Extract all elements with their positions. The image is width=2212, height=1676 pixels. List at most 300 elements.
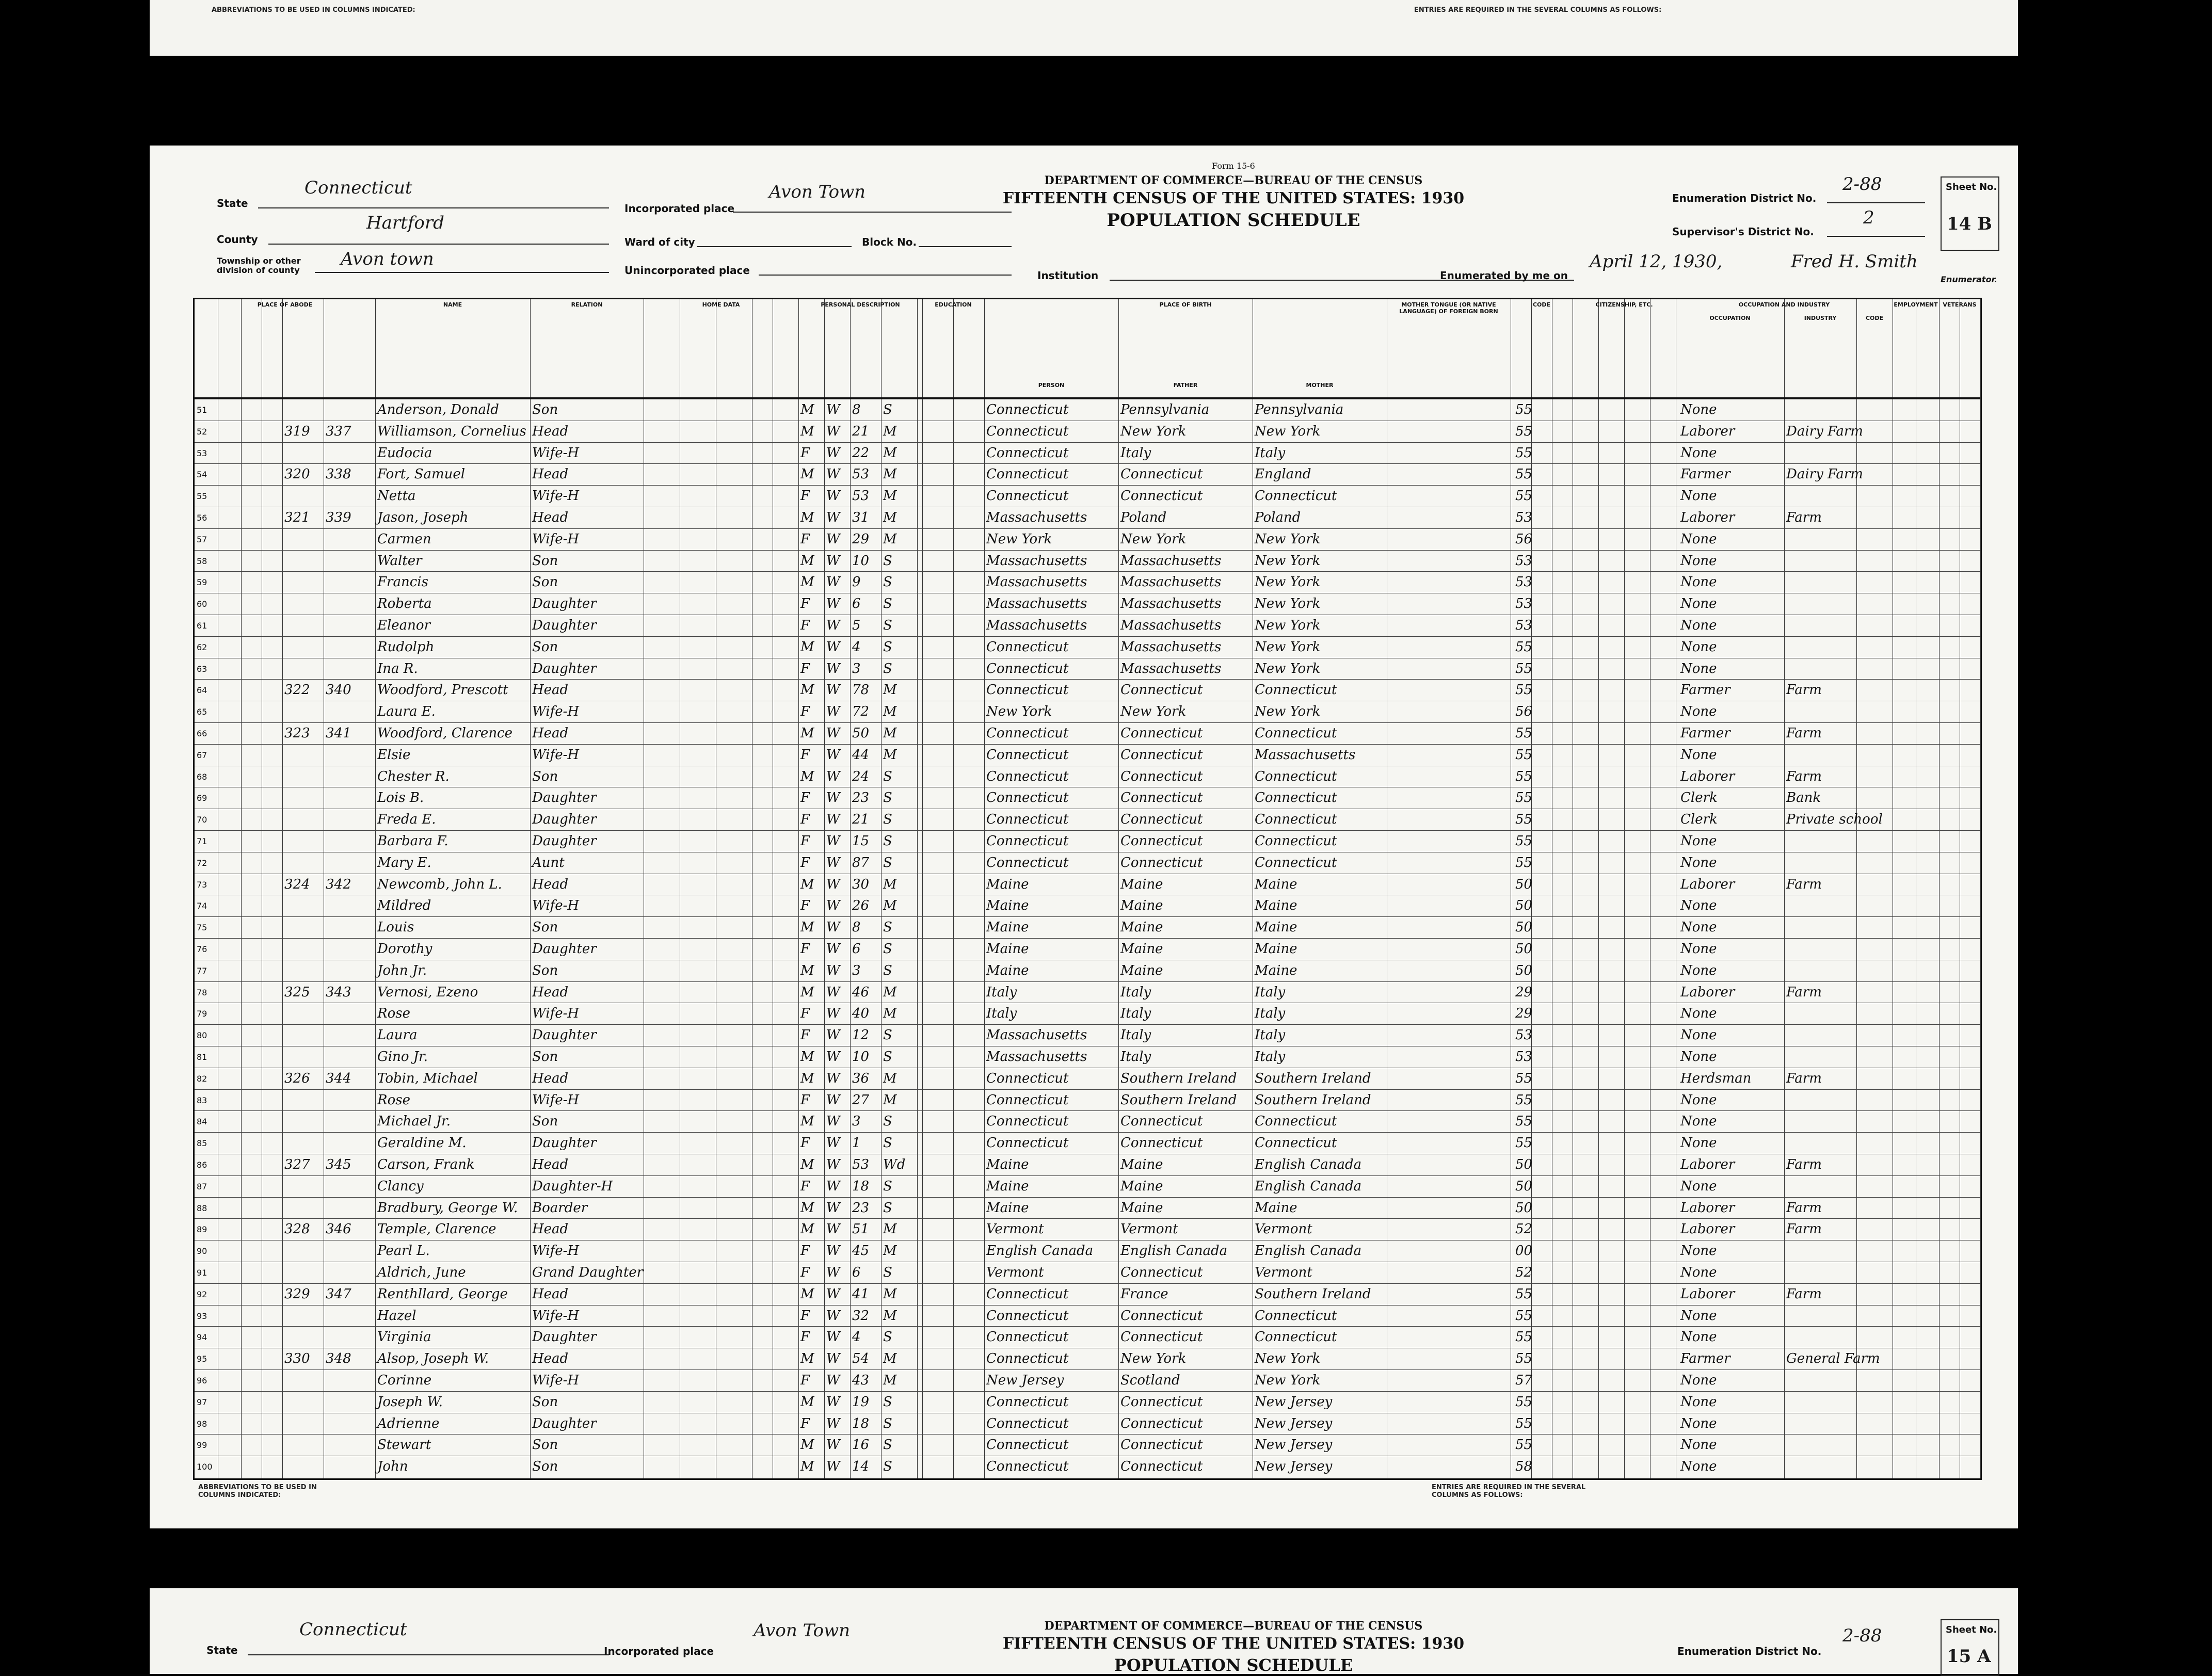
cell-race: W <box>826 1200 840 1216</box>
cell-code: 55 <box>1515 639 1533 655</box>
cell-race: W <box>826 1049 840 1065</box>
cell-mar: S <box>883 833 892 849</box>
cell-sex: F <box>800 1135 810 1151</box>
cell-race: W <box>826 639 840 655</box>
cell-dw <box>284 1133 323 1154</box>
cell-name: Aldrich, June <box>377 1265 466 1280</box>
cell-age: 36 <box>852 1070 870 1086</box>
cell-pb: Massachusetts <box>986 1049 1087 1065</box>
cell-ind <box>1786 939 1855 960</box>
cell-n: 84 <box>197 1117 207 1127</box>
cell-age: 45 <box>852 1243 870 1259</box>
cell-sex: M <box>800 423 814 439</box>
cell-rel: Head <box>532 423 569 439</box>
cell-name: Jason, Joseph <box>377 510 469 525</box>
cell-name: Woodford, Prescott <box>377 682 508 698</box>
table-row <box>195 787 1980 809</box>
cell-mb: Connecticut <box>1255 1308 1337 1324</box>
cell-fam: 338 <box>326 466 351 482</box>
cell-fb: English Canada <box>1120 1243 1228 1259</box>
group-place-of-abode: PLACE OF ABODE <box>257 301 313 308</box>
cell-mb: Connecticut <box>1255 1135 1337 1151</box>
cell-mar: S <box>883 1027 892 1043</box>
cell-rel: Son <box>532 574 558 590</box>
cell-rel: Daughter <box>532 812 597 828</box>
cell-race: W <box>826 1394 840 1410</box>
cell-occ: Laborer <box>1680 876 1735 892</box>
cell-pb: Connecticut <box>986 1308 1069 1324</box>
cell-sex: M <box>800 726 814 741</box>
cell-fam <box>326 787 369 809</box>
cell-code: 56 <box>1515 704 1533 720</box>
cell-mb: Connecticut <box>1255 790 1337 806</box>
cell-fb: Italy <box>1120 1027 1151 1043</box>
cell-race: W <box>826 790 840 806</box>
table-row <box>195 916 1980 939</box>
cell-age: 41 <box>852 1286 870 1302</box>
punch-hole <box>2036 1228 2059 1251</box>
cell-dw <box>284 551 323 572</box>
cell-code: 53 <box>1515 618 1533 633</box>
cell-dw <box>284 1046 323 1068</box>
cell-rel: Grand Daughter <box>532 1265 644 1280</box>
cell-mb: Southern Ireland <box>1255 1092 1371 1108</box>
table-row <box>195 1413 1980 1435</box>
cell-mar: S <box>883 920 892 936</box>
group-employment: EMPLOYMENT <box>1894 301 1938 308</box>
group-occupation: OCCUPATION AND INDUSTRY <box>1738 301 1830 308</box>
enumerated-label: Enumerated by me on <box>1440 269 1568 282</box>
cell-sex: F <box>800 1373 810 1388</box>
cell-code: 55 <box>1515 747 1533 763</box>
cell-name: Alsop, Joseph W. <box>377 1351 489 1367</box>
cell-fam: 344 <box>326 1070 351 1086</box>
cell-fb: Connecticut <box>1120 1459 1203 1475</box>
cell-occ: Laborer <box>1680 1157 1735 1172</box>
cell-code: 50 <box>1515 898 1533 914</box>
cell-occ: None <box>1680 660 1717 676</box>
cell-fam: 346 <box>326 1221 351 1237</box>
cell-fam <box>326 593 369 615</box>
cell-sex: M <box>800 1049 814 1065</box>
cell-name: Roberta <box>377 596 432 612</box>
cell-dw <box>284 593 323 615</box>
cell-code: 53 <box>1515 574 1533 590</box>
cell-occ: None <box>1680 1265 1717 1280</box>
cell-fb: France <box>1120 1286 1168 1302</box>
cell-race: W <box>826 855 840 871</box>
cell-name: Temple, Clarence <box>377 1221 496 1237</box>
cell-code: 53 <box>1515 1049 1533 1065</box>
cell-name: Bradbury, George W. <box>377 1200 518 1216</box>
cell-race: W <box>826 1221 840 1237</box>
cell-pb: Maine <box>986 1200 1029 1216</box>
cell-race: W <box>826 402 840 417</box>
cell-occ: None <box>1680 1329 1717 1345</box>
cell-mar: Wd <box>883 1157 906 1172</box>
cell-fb: Southern Ireland <box>1120 1092 1237 1108</box>
cell-rel: Wife-H <box>532 1373 580 1388</box>
cell-name: Chester R. <box>377 768 450 784</box>
cell-rel: Head <box>532 1221 569 1237</box>
cell-rel: Daughter <box>532 618 597 633</box>
cell-rel: Son <box>532 1049 558 1065</box>
cell-mar: S <box>883 1459 892 1475</box>
cell-dw <box>284 1111 323 1133</box>
table-row <box>195 830 1980 852</box>
punch-hole <box>2036 970 2059 993</box>
cell-n: 78 <box>197 987 207 997</box>
cell-fb: Pennsylvania <box>1120 402 1210 417</box>
cell-fb: Massachusetts <box>1120 574 1222 590</box>
cell-pb: Maine <box>986 1157 1029 1172</box>
cell-n: 100 <box>197 1462 213 1472</box>
cell-code: 55 <box>1515 1415 1533 1431</box>
table-row <box>195 636 1980 658</box>
cell-mar: M <box>883 682 897 698</box>
cell-age: 87 <box>852 855 870 871</box>
cell-fam <box>326 1090 369 1111</box>
cell-occ: None <box>1680 1394 1717 1410</box>
cell-code: 55 <box>1515 833 1533 849</box>
cell-fam: 339 <box>326 510 351 525</box>
cell-dw <box>284 1176 323 1198</box>
cell-sex: F <box>800 747 810 763</box>
cell-occ: None <box>1680 1135 1717 1151</box>
table-row <box>195 1218 1980 1240</box>
cell-occ: None <box>1680 1308 1717 1324</box>
cell-mar: S <box>883 596 892 612</box>
cell-ind <box>1786 615 1855 637</box>
cell-pb: Connecticut <box>986 1070 1069 1086</box>
cell-fam <box>326 551 369 572</box>
cell-occ: None <box>1680 1459 1717 1475</box>
census-title: FIFTEENTH CENSUS OF THE UNITED STATES: 1930 <box>1002 189 1465 207</box>
cell-dw <box>284 572 323 593</box>
cell-fb: Maine <box>1120 920 1163 936</box>
cell-code: 55 <box>1515 1070 1533 1086</box>
cell-pb: Maine <box>986 941 1029 957</box>
cell-mb: New York <box>1255 574 1321 590</box>
cell-ind: Farm <box>1786 984 1822 1000</box>
table-header <box>195 299 1980 399</box>
cell-name: Virginia <box>377 1329 431 1345</box>
cell-code: 53 <box>1515 553 1533 569</box>
cell-name: Stewart <box>377 1437 431 1453</box>
cell-dw <box>284 1435 323 1456</box>
cell-n: 75 <box>197 923 207 933</box>
cell-ind: Farm <box>1786 682 1822 698</box>
next-incorporated-label: Incorporated place <box>604 1645 714 1657</box>
cell-code: 50 <box>1515 962 1533 978</box>
cell-sex: F <box>800 596 810 612</box>
table-row <box>195 1175 1980 1198</box>
cell-age: 40 <box>852 1006 870 1022</box>
cell-fam <box>326 1262 369 1284</box>
cell-dw: 320 <box>284 466 310 482</box>
cell-mb: Maine <box>1255 876 1297 892</box>
cell-fam <box>326 1435 369 1456</box>
cell-n: 56 <box>197 513 207 523</box>
cell-fb: Maine <box>1120 898 1163 914</box>
cell-occ: None <box>1680 941 1717 957</box>
sheet-footer <box>193 1479 1979 1526</box>
cell-sex: M <box>800 682 814 698</box>
cell-fb: Vermont <box>1120 1221 1178 1237</box>
cell-dw: 325 <box>284 984 310 1000</box>
cell-sex: M <box>800 920 814 936</box>
incorporated-value: Avon Town <box>769 182 866 202</box>
cell-pb: Connecticut <box>986 639 1069 655</box>
table-row <box>195 895 1980 917</box>
cell-fam: 343 <box>326 984 351 1000</box>
cell-name: Carmen <box>377 531 431 547</box>
cell-ind <box>1786 1046 1855 1068</box>
cell-fam: 345 <box>326 1157 351 1172</box>
cell-ind: Private school <box>1786 812 1883 828</box>
cell-ind <box>1786 1327 1855 1348</box>
cell-fam <box>326 1392 369 1413</box>
cell-fb: Connecticut <box>1120 1265 1203 1280</box>
cell-fam: 348 <box>326 1351 351 1367</box>
cell-rel: Son <box>532 1114 558 1130</box>
cell-code: 50 <box>1515 1200 1533 1216</box>
cell-pb: Maine <box>986 1178 1029 1194</box>
table-row <box>195 1003 1980 1025</box>
cell-n: 96 <box>197 1376 207 1385</box>
cell-fb: New York <box>1120 1351 1187 1367</box>
punch-hole <box>2036 722 2059 745</box>
cell-n: 60 <box>197 599 207 609</box>
cell-sex: M <box>800 1157 814 1172</box>
cell-fam <box>326 1240 369 1262</box>
cell-occ: None <box>1680 855 1717 871</box>
cell-age: 23 <box>852 790 870 806</box>
cell-ind <box>1786 745 1855 766</box>
cell-mar: S <box>883 855 892 871</box>
cell-name: Dorothy <box>377 941 432 957</box>
cell-name: Anderson, Donald <box>377 402 499 417</box>
cell-mb: Italy <box>1255 1006 1286 1022</box>
cell-mar: S <box>883 768 892 784</box>
cell-rel: Head <box>532 984 569 1000</box>
cell-n: 81 <box>197 1052 207 1062</box>
cell-rel: Wife-H <box>532 488 580 504</box>
table-row <box>195 981 1980 1004</box>
cell-fam <box>326 1176 369 1198</box>
next-sheet-box <box>1941 1619 1999 1676</box>
cell-fb: Scotland <box>1120 1373 1180 1388</box>
cell-occ: None <box>1680 1437 1717 1453</box>
cell-occ: None <box>1680 1373 1717 1388</box>
sheet-number-box <box>1941 176 1999 251</box>
cell-ind: Dairy Farm <box>1786 466 1863 482</box>
cell-occ: Laborer <box>1680 984 1735 1000</box>
cell-mb: English Canada <box>1255 1243 1362 1259</box>
cell-n: 90 <box>197 1246 207 1256</box>
cell-mb: New York <box>1255 704 1321 720</box>
cell-race: W <box>826 1286 840 1302</box>
cell-code: 00 <box>1515 1243 1533 1259</box>
cell-fb: Southern Ireland <box>1120 1070 1237 1086</box>
cell-fam <box>326 809 369 831</box>
cell-age: 6 <box>852 596 861 612</box>
cell-n: 69 <box>197 793 207 803</box>
group-relation: RELATION <box>571 301 603 308</box>
cell-code: 55 <box>1515 423 1533 439</box>
cell-ind <box>1786 1090 1855 1111</box>
cell-code: 55 <box>1515 1286 1533 1302</box>
cell-mar: M <box>883 1092 897 1108</box>
cell-age: 5 <box>852 618 861 633</box>
table-body <box>195 399 1980 1477</box>
cell-ind: Farm <box>1786 726 1822 741</box>
cell-occ: Laborer <box>1680 510 1735 525</box>
cell-n: 80 <box>197 1030 207 1041</box>
cell-name: Walter <box>377 553 422 569</box>
cell-sex: M <box>800 510 814 525</box>
cell-n: 94 <box>197 1332 207 1343</box>
cell-fam <box>326 637 369 658</box>
cell-race: W <box>826 1351 840 1367</box>
cell-occ: None <box>1680 1027 1717 1043</box>
cell-mb: Maine <box>1255 941 1297 957</box>
cell-mb: Maine <box>1255 1200 1297 1216</box>
cell-race: W <box>826 984 840 1000</box>
cell-occ: None <box>1680 1006 1717 1022</box>
cell-code: 55 <box>1515 445 1533 461</box>
cell-fb: New York <box>1120 531 1187 547</box>
cell-mb: Connecticut <box>1255 855 1337 871</box>
head-father: FATHER <box>1173 382 1198 389</box>
cell-occ: None <box>1680 1243 1717 1259</box>
head-mother: MOTHER <box>1306 382 1334 389</box>
cell-occ: Farmer <box>1680 682 1730 698</box>
cell-code: 55 <box>1515 768 1533 784</box>
cell-occ: None <box>1680 1114 1717 1130</box>
cell-name: Rudolph <box>377 639 435 655</box>
cell-mb: New York <box>1255 660 1321 676</box>
cell-name: Carson, Frank <box>377 1157 475 1172</box>
cell-age: 29 <box>852 531 870 547</box>
cell-dw: 327 <box>284 1157 310 1172</box>
cell-ind <box>1786 443 1855 464</box>
footer-entries-title: ENTRIES ARE REQUIRED IN THE SEVERAL COLUMNS AS FOLLOWS: <box>1432 1484 1586 1499</box>
cell-race: W <box>826 1437 840 1453</box>
cell-mar: M <box>883 1243 897 1259</box>
cell-age: 8 <box>852 920 861 936</box>
head-code: CODE <box>1865 315 1884 321</box>
cell-code: 53 <box>1515 596 1533 612</box>
cell-rel: Daughter <box>532 790 597 806</box>
cell-sex: F <box>800 704 810 720</box>
cell-fb: Connecticut <box>1120 1329 1203 1345</box>
cell-ind: Farm <box>1786 876 1822 892</box>
group-personal-description: PERSONAL DESCRIPTION <box>821 301 900 308</box>
punch-hole <box>2036 444 2059 466</box>
cell-rel: Daughter <box>532 660 597 676</box>
cell-age: 32 <box>852 1308 870 1324</box>
sheet-label: Sheet No. <box>1946 182 1997 192</box>
cell-ind: Farm <box>1786 768 1822 784</box>
table-row <box>195 593 1980 615</box>
cell-code: 56 <box>1515 531 1533 547</box>
head-industry: INDUSTRY <box>1804 315 1837 321</box>
cell-n: 70 <box>197 815 207 825</box>
cell-occ: None <box>1680 574 1717 590</box>
cell-fb: Massachusetts <box>1120 618 1222 633</box>
cell-race: W <box>826 962 840 978</box>
cell-sex: M <box>800 553 814 569</box>
cell-fb: Connecticut <box>1120 1308 1203 1324</box>
cell-mar: M <box>883 1221 897 1237</box>
cell-dw <box>284 939 323 960</box>
cell-pb: New York <box>986 531 1052 547</box>
cell-mar: M <box>883 898 897 914</box>
cell-age: 50 <box>852 726 870 741</box>
cell-pb: Massachusetts <box>986 574 1087 590</box>
cell-race: W <box>826 1459 840 1475</box>
cell-mar: M <box>883 1006 897 1022</box>
cell-dw: 324 <box>284 876 310 892</box>
cell-age: 6 <box>852 941 861 957</box>
cell-rel: Wife-H <box>532 531 580 547</box>
cell-sex: F <box>800 790 810 806</box>
cell-mar: M <box>883 1070 897 1086</box>
cell-dw <box>284 1392 323 1413</box>
cell-sex: M <box>800 876 814 892</box>
cell-ind: Farm <box>1786 1157 1822 1172</box>
cell-dw <box>284 852 323 874</box>
cell-sex: M <box>800 1351 814 1367</box>
cell-dw <box>284 745 323 766</box>
cell-n: 95 <box>197 1354 207 1364</box>
cell-sex: M <box>800 1221 814 1237</box>
cell-mar: M <box>883 1286 897 1302</box>
cell-ind <box>1786 1133 1855 1154</box>
cell-pb: Connecticut <box>986 445 1069 461</box>
cell-occ: Farmer <box>1680 726 1730 741</box>
cell-ind <box>1786 1003 1855 1025</box>
enumerator-name: Fred H. Smith <box>1791 251 1918 272</box>
cell-n: 62 <box>197 642 207 652</box>
cell-code: 55 <box>1515 466 1533 482</box>
cell-n: 67 <box>197 750 207 760</box>
cell-mb: New York <box>1255 531 1321 547</box>
cell-fb: Connecticut <box>1120 790 1203 806</box>
cell-occ: None <box>1680 488 1717 504</box>
cell-mar: M <box>883 1308 897 1324</box>
cell-dw <box>284 1198 323 1219</box>
cell-pb: Connecticut <box>986 855 1069 871</box>
form-number: Form 15-6 <box>1212 161 1255 171</box>
cell-age: 30 <box>852 876 870 892</box>
cell-ind <box>1786 852 1855 874</box>
cell-fb: Massachusetts <box>1120 553 1222 569</box>
cell-ind <box>1786 1370 1855 1392</box>
cell-ind: Farm <box>1786 1286 1822 1302</box>
cell-fam <box>326 572 369 593</box>
cell-fam: 337 <box>326 423 351 439</box>
cell-rel: Daughter <box>532 1135 597 1151</box>
cell-race: W <box>826 876 840 892</box>
sheet-value: 14 B <box>1947 214 1992 234</box>
punch-hole <box>2036 1053 2059 1075</box>
cell-ind <box>1786 658 1855 680</box>
cell-fb: New York <box>1120 704 1187 720</box>
cell-occ: None <box>1680 596 1717 612</box>
cell-mb: Italy <box>1255 984 1286 1000</box>
